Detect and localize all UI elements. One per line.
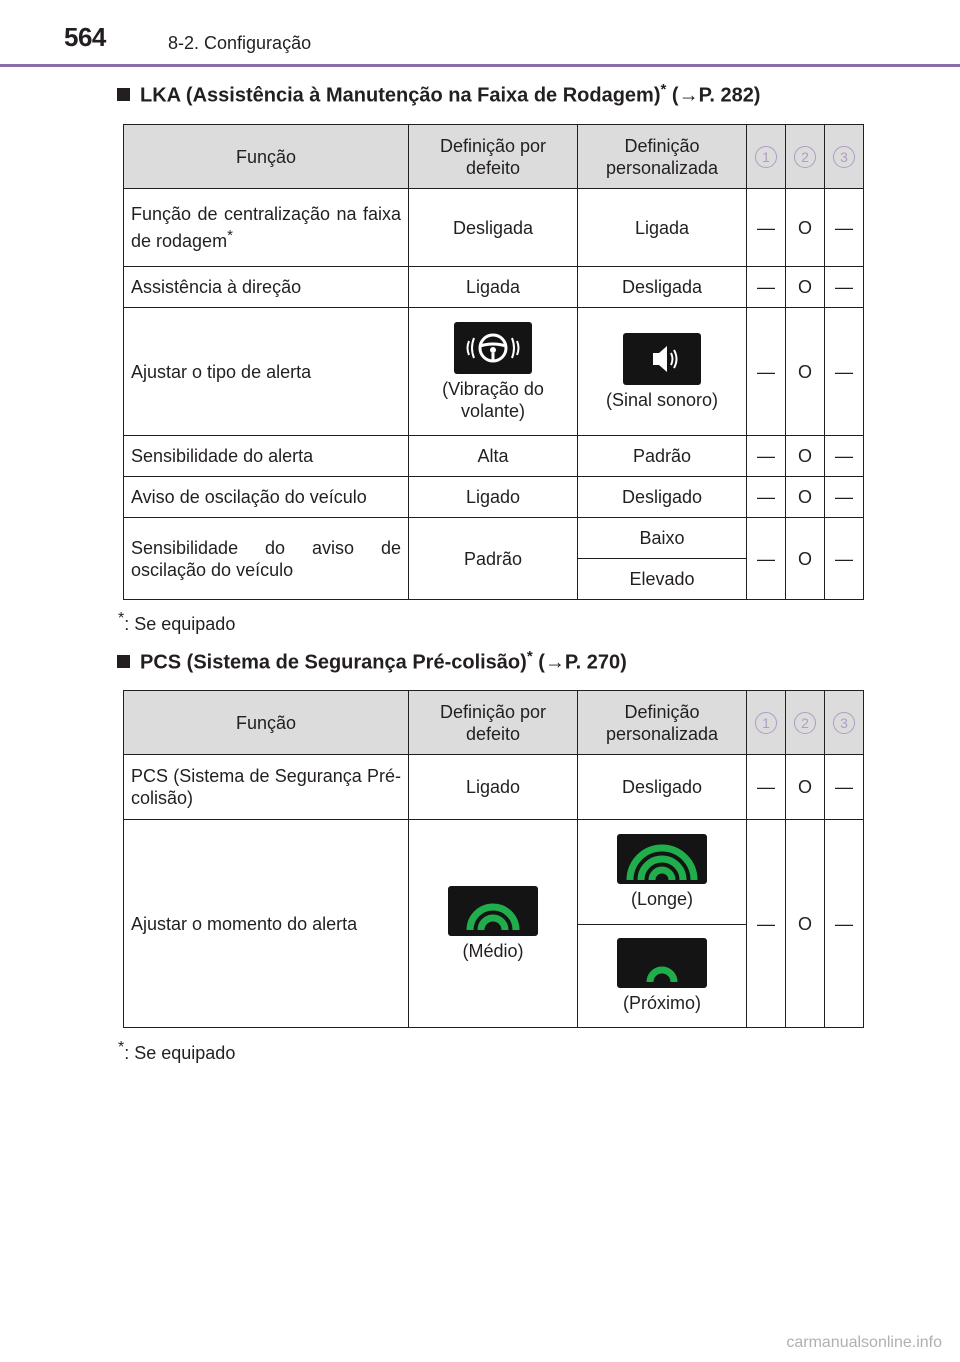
circled-number-1: 1 [755, 146, 777, 168]
footnote: *: Se equipado [118, 1039, 236, 1063]
mark-cell-3: — [825, 477, 864, 518]
page-reference: (→P. 270) [538, 651, 627, 674]
default-cell: Ligada [409, 267, 578, 308]
footnote: *: Se equipado [118, 610, 236, 634]
header-divider [0, 64, 960, 67]
column-header-3 [825, 125, 864, 189]
function-cell: Função de centralização na faixa de rodagem* [124, 189, 409, 267]
default-cell: Desligada [409, 189, 578, 267]
function-cell: Aviso de oscilação do veículo [124, 477, 409, 518]
column-header-custom: Definição personalizada [578, 125, 747, 189]
icon-caption: (Médio) [462, 940, 524, 961]
icon-caption: (Vibração do volante) [442, 378, 544, 421]
lka-settings-table [123, 124, 864, 600]
column-header-function: Função [124, 125, 409, 189]
default-cell [409, 308, 578, 436]
mark-cell-3: — [825, 755, 864, 820]
table-row [124, 267, 864, 308]
mark-cell-2: O [786, 755, 825, 820]
table-row [124, 755, 864, 820]
mark-cell-3: — [825, 436, 864, 477]
custom-cell [578, 308, 747, 436]
alert-timing-far-icon [617, 834, 707, 884]
page-number: 564 [64, 22, 106, 52]
default-cell: Alta [409, 436, 578, 477]
custom-option-cell: Elevado [578, 559, 747, 600]
table-row [124, 518, 864, 559]
default-cell: Padrão [409, 518, 578, 600]
square-bullet-icon [117, 88, 130, 101]
custom-cell: Ligada [578, 189, 747, 267]
mark-cell-2: O [786, 267, 825, 308]
mark-cell-1: — [747, 436, 786, 477]
function-cell: Sensibilidade do alerta [124, 436, 409, 477]
section-title-pcs: PCS (Sistema de Segurança Pré-colisão)* (→P. 270) [117, 648, 627, 675]
icon-caption: (Longe) [630, 889, 694, 909]
mark-cell-1: — [747, 755, 786, 820]
mark-cell-2: O [786, 308, 825, 436]
custom-option-cell [578, 925, 747, 1028]
default-cell: Ligado [409, 477, 578, 518]
column-header-2 [786, 691, 825, 755]
watermark: carmanualsonline.info [786, 1334, 942, 1351]
custom-option-cell: Baixo [578, 518, 747, 559]
default-cell: Ligado [409, 755, 578, 820]
custom-cell: Desligada [578, 267, 747, 308]
circled-number-1: 1 [755, 712, 777, 734]
mark-cell-1: — [747, 820, 786, 1028]
mark-cell-1: — [747, 308, 786, 436]
circled-number-2: 2 [794, 712, 816, 734]
mark-cell-2: O [786, 820, 825, 1028]
column-header-1 [747, 691, 786, 755]
mark-cell-3: — [825, 308, 864, 436]
mark-cell-2: O [786, 518, 825, 600]
column-header-3 [825, 691, 864, 755]
function-cell: Assistência à direção [124, 267, 409, 308]
circled-number-3: 3 [833, 712, 855, 734]
mark-cell-1: — [747, 518, 786, 600]
page-reference: (→P. 282) [671, 84, 761, 107]
icon-caption: (Próximo) [622, 993, 701, 1013]
function-cell: Ajustar o momento do alerta [124, 820, 409, 1028]
mark-cell-1: — [747, 267, 786, 308]
mark-cell-2: O [786, 436, 825, 477]
chapter-title: 8-2. Configuração [168, 33, 312, 53]
mark-cell-3: — [825, 189, 864, 267]
mark-cell-3: — [825, 518, 864, 600]
column-header-custom: Definição personalizada [578, 691, 747, 755]
page-header [0, 0, 960, 70]
mark-cell-3: — [825, 820, 864, 1028]
table-header-row [124, 691, 864, 755]
pcs-settings-table [123, 690, 864, 1028]
function-cell: Sensibilidade do aviso de oscilação do veículo [124, 518, 409, 600]
speaker-sound-icon [623, 333, 701, 385]
custom-cell: Desligado [578, 477, 747, 518]
column-header-default: Definição por defeito [409, 125, 578, 189]
circled-number-2: 2 [794, 146, 816, 168]
table-row [124, 189, 864, 267]
alert-timing-medium-icon [448, 886, 538, 936]
mark-cell-3: — [825, 267, 864, 308]
custom-option-cell [578, 820, 747, 925]
table-row [124, 308, 864, 436]
custom-cell: Desligado [578, 755, 747, 820]
mark-cell-1: — [747, 477, 786, 518]
function-cell: Ajustar o tipo de alerta [124, 308, 409, 436]
table-row [124, 477, 864, 518]
table-header-row [124, 125, 864, 189]
column-header-2 [786, 125, 825, 189]
table-row [124, 436, 864, 477]
mark-cell-2: O [786, 189, 825, 267]
section-title-lka: LKA (Assistência à Manutenção na Faixa de Rodagem)* (→P. 282) [117, 81, 760, 108]
circled-number-3: 3 [833, 146, 855, 168]
column-header-default: Definição por defeito [409, 691, 578, 755]
mark-cell-1: — [747, 189, 786, 267]
table-row [124, 820, 864, 925]
custom-cell: Padrão [578, 436, 747, 477]
steering-wheel-vibration-icon [454, 322, 532, 374]
square-bullet-icon [117, 655, 130, 668]
column-header-1 [747, 125, 786, 189]
column-header-function: Função [124, 691, 409, 755]
icon-caption: (Sinal sonoro) [605, 389, 719, 410]
function-cell: PCS (Sistema de Segurança Pré-colisão) [124, 755, 409, 820]
mark-cell-2: O [786, 477, 825, 518]
default-cell [409, 820, 578, 1028]
alert-timing-near-icon [617, 938, 707, 988]
